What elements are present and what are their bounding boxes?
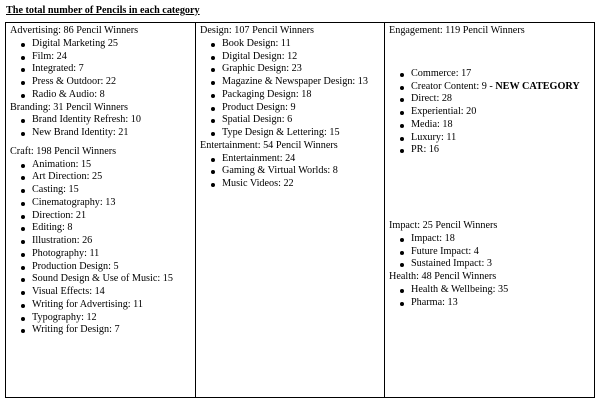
list-item: Magazine & Newspaper Design: 13	[200, 76, 381, 89]
list-item: Sound Design & Use of Music: 15	[10, 273, 192, 286]
health-list	[389, 284, 591, 310]
list-item: Direct: 28	[389, 93, 591, 106]
list-item: Book Design: 11	[200, 38, 381, 51]
list-item: Entertainment: 24	[200, 153, 381, 166]
list-item: Gaming & Virtual Worlds: 8	[200, 165, 381, 178]
design-list	[200, 38, 381, 140]
craft-list	[10, 159, 192, 338]
category-engagement: Engagement: 119 Pencil Winners	[389, 25, 525, 36]
entertainment-list	[200, 153, 381, 191]
list-item: Production Design: 5	[10, 261, 192, 274]
list-item: Writing for Design: 7	[10, 324, 192, 337]
list-item: Casting: 15	[10, 184, 192, 197]
list-item: Animation: 15	[10, 159, 192, 172]
list-item: Editing: 8	[10, 222, 192, 235]
list-item: Media: 18	[389, 119, 591, 132]
list-item: Radio & Audio: 8	[10, 89, 192, 102]
list-item: Digital Design: 12	[200, 51, 381, 64]
list-item	[389, 81, 591, 94]
list-item: Impact: 18	[389, 233, 591, 246]
list-item: Typography: 12	[10, 312, 192, 325]
list-item: Film: 24	[10, 51, 192, 64]
impact-list	[389, 233, 591, 271]
category-branding: Branding: 31 Pencil Winners	[10, 101, 128, 113]
category-entertainment: Entertainment: 54 Pencil Winners	[200, 139, 338, 151]
category-health: Health: 48 Pencil Winners	[389, 271, 497, 282]
advertising-list	[10, 38, 192, 102]
category-design: Design: 107 Pencil Winners	[200, 25, 314, 36]
list-item: Luxury: 11	[389, 132, 591, 145]
column-2	[195, 23, 384, 397]
list-item: Integrated: 7	[10, 63, 192, 76]
list-item: Future Impact: 4	[389, 246, 591, 259]
list-item: Health & Wellbeing: 35	[389, 284, 591, 297]
column-1	[6, 23, 195, 397]
list-item: Music Videos: 22	[200, 178, 381, 191]
list-item: Digital Marketing 25	[10, 38, 192, 51]
category-impact: Impact: 25 Pencil Winners	[389, 220, 498, 231]
list-item-label: Creator Content: 9 -	[411, 80, 496, 92]
list-item: Writing for Advertising: 11	[10, 299, 192, 312]
list-item: Spatial Design: 6	[200, 114, 381, 127]
list-item: Press & Outdoor: 22	[10, 76, 192, 89]
list-item: Sustained Impact: 3	[389, 258, 591, 271]
column-3	[384, 23, 594, 397]
list-item: Cinematography: 13	[10, 197, 192, 210]
list-item: Type Design & Lettering: 15	[200, 127, 381, 140]
list-item: Brand Identity Refresh: 10	[10, 114, 192, 127]
engagement-list	[389, 68, 591, 157]
list-item: PR: 16	[389, 144, 591, 157]
list-item: Commerce: 17	[389, 68, 591, 81]
list-item: Experiential: 20	[389, 106, 591, 119]
list-item: Photography: 11	[10, 248, 192, 261]
branding-list	[10, 114, 192, 140]
list-item: Pharma: 13	[389, 297, 591, 310]
list-item: New Brand Identity: 21	[10, 127, 192, 140]
list-item: Packaging Design: 18	[200, 89, 381, 102]
pencil-table	[5, 22, 595, 398]
list-item: Visual Effects: 14	[10, 286, 192, 299]
list-item: Graphic Design: 23	[200, 63, 381, 76]
list-item: Illustration: 26	[10, 235, 192, 248]
list-item: Product Design: 9	[200, 102, 381, 115]
category-advertising: Advertising: 86 Pencil Winners	[10, 25, 139, 36]
list-item: Direction: 21	[10, 210, 192, 223]
new-category-badge: NEW CATEGORY	[495, 80, 580, 92]
list-item: Art Direction: 25	[10, 171, 192, 184]
page-heading: The total number of Pencils in each category	[6, 5, 200, 16]
category-craft: Craft: 198 Pencil Winners	[10, 145, 117, 157]
